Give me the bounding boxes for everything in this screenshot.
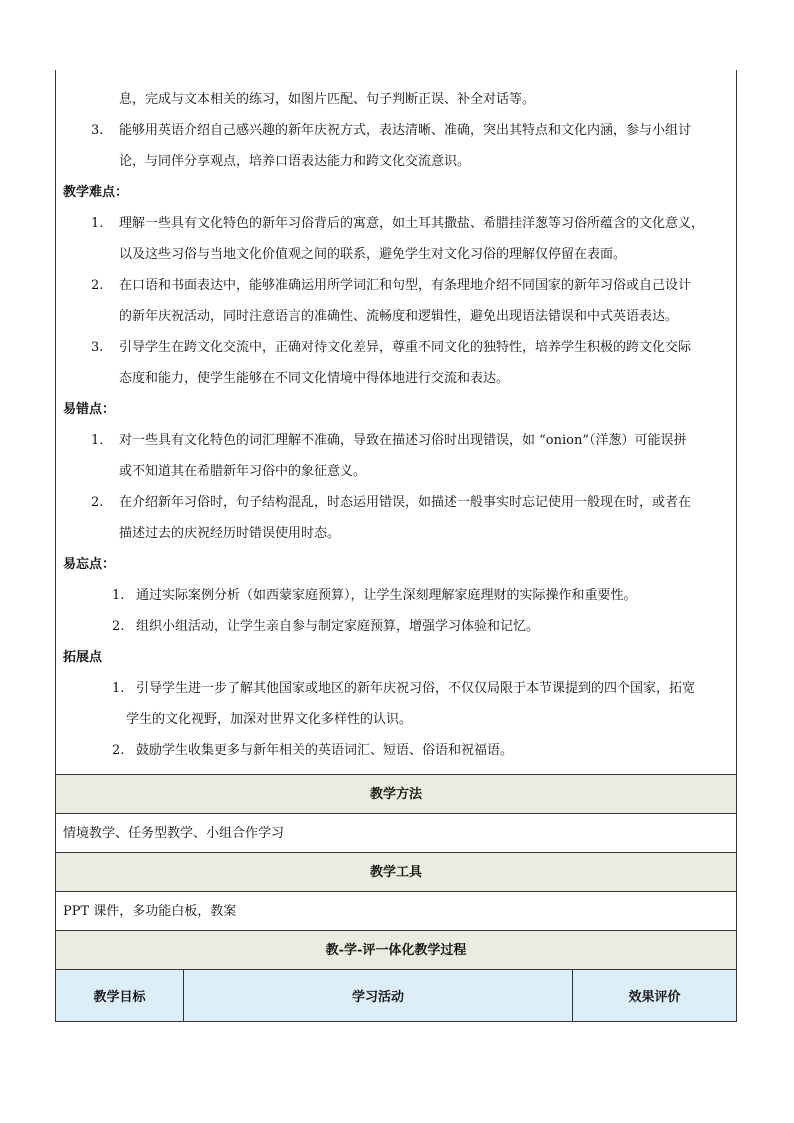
item-text: 引导学生在跨文化交流中，正确对待文化差异，尊重不同文化的独特性，培养学生积极的跨文化交际 bbox=[119, 340, 692, 355]
item-text: 对一些具有文化特色的词汇理解不准确，导致在描述习俗时出现错误，如 “onion”（洋葱）可能误拼 bbox=[119, 433, 687, 448]
item-text: 理解一些具有文化特色的新年习俗背后的寓意，如土耳其撒盐、希腊挂洋葱等习俗所蕴含的文化意义， bbox=[119, 216, 705, 231]
error-item-1 bbox=[63, 425, 729, 456]
item-number: 2. bbox=[91, 495, 104, 510]
item-number: 2. bbox=[112, 619, 125, 634]
item-number: 1. bbox=[91, 433, 104, 448]
column-header-goal: 教学目标 bbox=[56, 970, 184, 1021]
item-text: 组织小组活动，让学生亲自参与制定家庭预算，增强学习体验和记忆。 bbox=[136, 619, 540, 634]
item-text: 在口语和书面表达中，能够准确运用所学词汇和句型，有条理地介绍不同国家的新年习俗或自己设计 bbox=[119, 278, 692, 293]
item-number: 2. bbox=[91, 278, 104, 293]
tools-value: PPT 课件，多功能白板，教案 bbox=[56, 891, 736, 930]
goal-item-3 bbox=[63, 115, 729, 146]
column-header-evaluation: 效果评价 bbox=[628, 990, 681, 1005]
difficulty-item-1 bbox=[63, 208, 729, 239]
item-text: 引导学生进一步了解其他国家或地区的新年庆祝习俗，不仅仅局限于本节课提到的四个国家，拓宽 bbox=[136, 681, 696, 696]
item-text: 鼓励学生收集更多与新年相关的英语词汇、短语、俗语和祝福语。 bbox=[136, 743, 514, 758]
column-header-activity: 学习活动 bbox=[184, 970, 573, 1021]
difficulties-heading: 教学难点： bbox=[63, 185, 129, 200]
item-text-continued: 以及这些习俗与当地文化价值观之间的联系，避免学生对文化习俗的理解仅停留在表面。 bbox=[119, 247, 627, 262]
process-column-headers bbox=[56, 969, 736, 1021]
error-prone-heading: 易错点： bbox=[63, 402, 116, 417]
content-cell bbox=[56, 70, 736, 774]
tools-header: 教学工具 bbox=[56, 852, 736, 891]
item-text-continued: 描述过去的庆祝经历时错误使用时态。 bbox=[119, 526, 341, 541]
item-number: 2. bbox=[112, 743, 125, 758]
item-text-continued: 论，与同伴分享观点，培养口语表达能力和跨文化交流意识。 bbox=[119, 154, 471, 169]
methods-value: 情境教学、任务型教学、小组合作学习 bbox=[56, 813, 736, 852]
difficulty-item-3 bbox=[63, 332, 729, 363]
item-text-continued: 学生的文化视野，加深对世界文化多样性的认识。 bbox=[126, 712, 413, 727]
item-text: 通过实际案例分析（如西蒙家庭预算），让学生深刻理解家庭理财的实际操作和重要性。 bbox=[136, 588, 637, 603]
goal-continuation-line: 息，完成与文本相关的练习，如图片匹配、句子判断正误、补全对话等。 bbox=[119, 92, 536, 107]
methods-header: 教学方法 bbox=[56, 774, 736, 813]
item-text-continued: 的新年庆祝活动，同时注意语言的准确性、流畅度和逻辑性，避免出现语法错误和中式英语表达。 bbox=[119, 309, 679, 324]
lesson-plan-table bbox=[55, 70, 737, 1022]
forget-item-1 bbox=[63, 580, 729, 611]
error-item-2 bbox=[63, 487, 729, 518]
extension-heading: 拓展点 bbox=[63, 650, 103, 665]
item-text-continued: 或不知道其在希腊新年习俗中的象征意义。 bbox=[119, 464, 367, 479]
item-text: 在介绍新年习俗时，句子结构混乱，时态运用错误，如描述一般事实时忘记使用一般现在时，或者在 bbox=[119, 495, 692, 510]
item-number: 3. bbox=[91, 340, 104, 355]
extension-item-2 bbox=[63, 735, 729, 766]
item-number: 1. bbox=[91, 216, 104, 231]
process-header: 教-学-评一体化教学过程 bbox=[56, 930, 736, 969]
item-number: 1. bbox=[112, 588, 125, 603]
easy-forget-heading: 易忘点： bbox=[63, 557, 116, 572]
item-number: 3. bbox=[91, 123, 104, 138]
item-text: 能够用英语介绍自己感兴趣的新年庆祝方式，表达清晰、准确，突出其特点和文化内涵，参与小组讨 bbox=[119, 123, 692, 138]
difficulty-item-2 bbox=[63, 270, 729, 301]
extension-item-1 bbox=[63, 673, 729, 704]
forget-item-2 bbox=[63, 611, 729, 642]
item-number: 1. bbox=[112, 681, 125, 696]
item-text-continued: 态度和能力，使学生能够在不同文化情境中得体地进行交流和表达。 bbox=[119, 371, 510, 386]
